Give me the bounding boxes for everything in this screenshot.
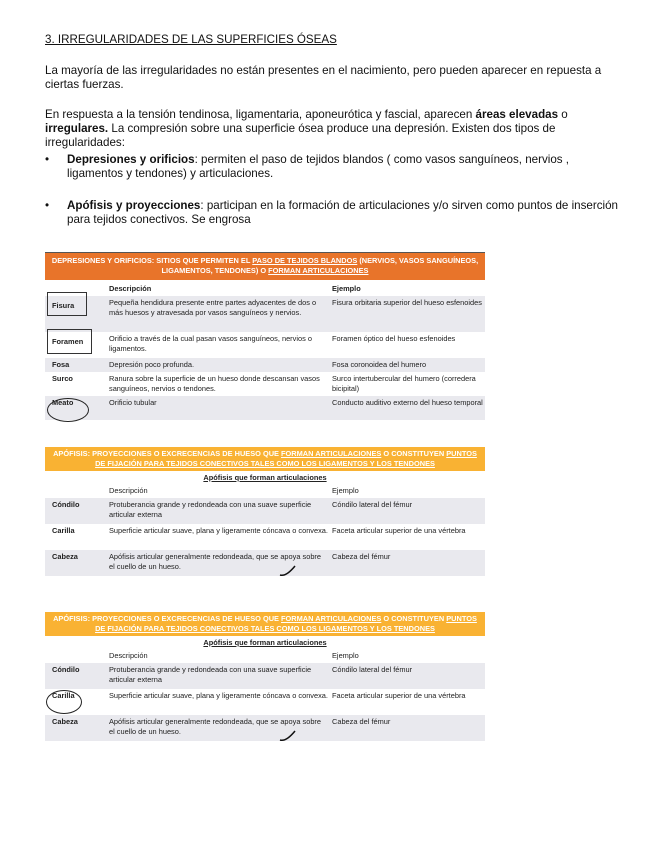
- handwritten-circle-mark: [46, 690, 82, 714]
- row-term: Fosa: [52, 360, 70, 369]
- table-row: [45, 524, 485, 550]
- row-desc: Protuberancia grande y redondeada con una suave superficie articular externa: [109, 500, 312, 519]
- bullet-term: Depresiones y orificios: [67, 153, 195, 166]
- table-header: [45, 612, 485, 636]
- row-example: Surco intertubercular del humero (corredera bicipital): [332, 374, 476, 393]
- table-row: [45, 372, 485, 396]
- row-example: Conducto auditivo externo del hueso temporal: [332, 398, 483, 407]
- table-row: [45, 332, 485, 358]
- table-depresiones: [45, 252, 485, 420]
- header-text: O CONSTITUYEN: [381, 614, 447, 623]
- header-underlined: FORMAN ARTICULACIONES: [281, 614, 382, 623]
- table-subtitle: Apófisis que forman articulaciones: [203, 473, 327, 482]
- table-row: [45, 663, 485, 689]
- col-ejemplo: Ejemplo: [332, 651, 359, 660]
- row-term: Cabeza: [52, 552, 78, 561]
- table-row: [45, 296, 485, 332]
- para2-text-e: La compresión sobre una superficie ósea produce una depresión. Existen dos tipos de irregularidades:: [45, 122, 556, 149]
- row-desc: Depresión poco profunda.: [109, 360, 195, 369]
- table-row: [45, 396, 485, 420]
- row-term: Fisura: [52, 301, 75, 310]
- row-desc: Orificio tubular: [109, 398, 157, 407]
- row-term: Meato: [52, 398, 74, 407]
- table-row: [45, 498, 485, 524]
- table-row: [45, 550, 485, 576]
- bullet-term: Apófisis y proyecciones: [67, 199, 201, 212]
- col-ejemplo: Ejemplo: [332, 486, 359, 495]
- header-underlined: FORMAN ARTICULACIONES: [281, 449, 382, 458]
- header-underlined: PUNTOS DE FIJACIÓN PARA TEJIDOS CONECTIVOS TALES COMO LOS LIGAMENTOS Y LOS TENDONES: [95, 449, 477, 468]
- row-term: Carilla: [52, 526, 75, 535]
- col-descripcion: Descripción: [109, 486, 148, 495]
- para2-text-a: En respuesta a la tensión tendinosa, ligamentaria, aponeurótica y fascial, aparecen: [45, 108, 476, 121]
- row-term: Cóndilo: [52, 500, 80, 509]
- row-example: Foramen óptico del hueso esfenoides: [332, 334, 456, 343]
- row-example: Fosa coronoidea del humero: [332, 360, 427, 369]
- handwritten-box-mark: [47, 292, 87, 316]
- row-term: Cabeza: [52, 717, 78, 726]
- row-desc: Orificio a través de la cual pasan vasos sanguíneos, nervios o ligamentos.: [109, 334, 312, 353]
- header-text: DEPRESIONES Y ORIFICIOS: SITIOS QUE PERMITEN EL: [51, 256, 253, 265]
- section-title: 3. IRREGULARIDADES DE LAS SUPERFICIES ÓSEAS: [45, 33, 337, 46]
- bullet-apofisis: [45, 199, 619, 227]
- row-desc: Ranura sobre la superficie de un hueso donde descansan vasos sanguíneos, nervios o tendones.: [109, 374, 320, 393]
- row-example: Faceta articular superior de una vértebra: [332, 526, 466, 535]
- para2-bold-a: áreas elevadas: [475, 108, 559, 121]
- handwritten-box-mark: [47, 329, 92, 354]
- header-text: APÓFISIS: PROYECCIONES O EXCRECENCIAS DE HUESO QUE: [53, 449, 282, 458]
- table-apofisis-copy: [45, 612, 485, 741]
- row-example: Fisura orbitaria superior del hueso esfenoides: [332, 298, 482, 307]
- tension-paragraph: [45, 108, 615, 150]
- row-example: Cóndilo lateral del fémur: [332, 665, 413, 674]
- row-example: Cabeza del fémur: [332, 717, 391, 726]
- row-example: Cóndilo lateral del fémur: [332, 500, 413, 509]
- table-row: [45, 358, 485, 372]
- column-headers: [45, 484, 485, 498]
- para2-text-c: o: [558, 108, 568, 121]
- row-desc: Superficie articular suave, plana y ligeramente cóncava o convexa.: [109, 691, 328, 700]
- bullet-dot: •: [45, 199, 50, 212]
- col-descripcion: Descripción: [109, 651, 148, 660]
- row-desc: Apófisis articular generalmente redondeada, que se apoya sobre el cuello de un hueso.: [109, 552, 322, 571]
- table-apofisis: [45, 447, 485, 576]
- row-desc: Pequeña hendidura presente entre partes adyacentes de dos o más huesos y atravesada por vasos sanguíneos y nervios.: [109, 298, 317, 317]
- table-subtitle: Apófisis que forman articulaciones: [203, 638, 327, 647]
- row-desc: Superficie articular suave, plana y ligeramente cóncava o convexa.: [109, 526, 328, 535]
- handwritten-circle-mark: [47, 398, 89, 422]
- col-ejemplo: Ejemplo: [332, 284, 361, 293]
- header-underlined: PUNTOS DE FIJACIÓN PARA TEJIDOS CONECTIVOS TALES COMO LOS LIGAMENTOS Y LOS TENDONES: [95, 614, 477, 633]
- row-term: Surco: [52, 374, 73, 383]
- intro-paragraph: La mayoría de las irregularidades no están presentes en el nacimiento, pero pueden aparecer en repuesta a ciertas fuerzas.: [45, 64, 602, 91]
- bullet-dot: •: [45, 153, 50, 166]
- row-term: Cóndilo: [52, 665, 80, 674]
- handwritten-check-mark: [278, 563, 298, 579]
- header-text: APÓFISIS: PROYECCIONES O EXCRECENCIAS DE HUESO QUE: [53, 614, 282, 623]
- table-header: [45, 252, 485, 280]
- table-header: [45, 447, 485, 471]
- row-term: Carilla: [52, 691, 75, 700]
- column-headers: [45, 280, 485, 296]
- row-example: Cabeza del fémur: [332, 552, 391, 561]
- header-text: O CONSTITUYEN: [381, 449, 447, 458]
- row-term: Foramen: [52, 337, 84, 346]
- para2-bold-d: irregulares.: [45, 122, 109, 135]
- header-underlined: FORMAN ARTICULACIONES: [268, 266, 369, 275]
- handwritten-check-mark: [278, 728, 298, 744]
- column-headers: [45, 649, 485, 663]
- header-text: (NERVIOS, VASOS SANGUÍNEOS, LIGAMENTOS, TENDONES) O: [161, 256, 479, 275]
- col-descripcion: Descripción: [109, 284, 152, 293]
- row-example: Faceta articular superior de una vértebra: [332, 691, 466, 700]
- header-underlined: PASO DE TEJIDOS BLANDOS: [252, 256, 358, 265]
- bullet-text: : permiten el paso de tejidos blandos ( como vasos sanguíneos, nervios , ligamentos y tendones) y articulaciones.: [67, 153, 570, 180]
- bullet-depresiones: [45, 153, 619, 181]
- table-row: [45, 689, 485, 715]
- bullet-text: : participan en la formación de articulaciones y/o sirven como puntos de inserción para tejidos conectivos. Se engrosa: [67, 199, 618, 226]
- table-row: [45, 715, 485, 741]
- row-desc: Protuberancia grande y redondeada con una suave superficie articular externa: [109, 665, 312, 684]
- row-desc: Apófisis articular generalmente redondeada, que se apoya sobre el cuello de un hueso.: [109, 717, 322, 736]
